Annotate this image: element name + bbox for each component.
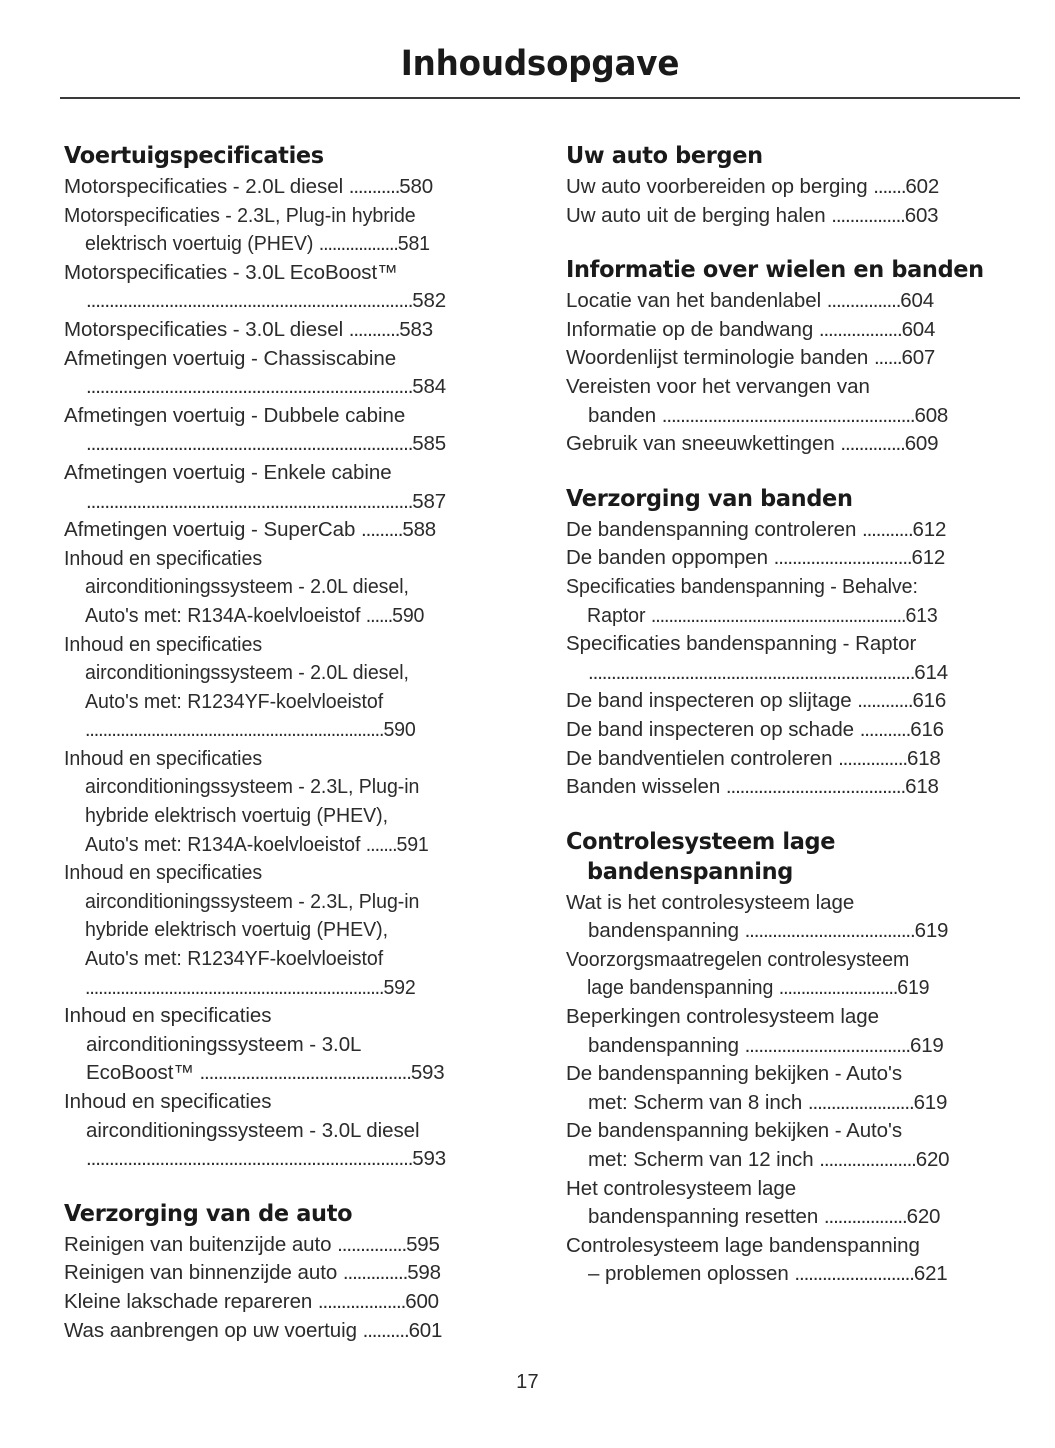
toc-section xyxy=(64,1198,525,1345)
toc-page-number: 613 xyxy=(905,603,938,627)
toc-entry-title: Afmetingen voertuig - SuperCab xyxy=(64,518,362,542)
toc-page-number: 616 xyxy=(912,689,947,713)
toc-entry-title: Afmetingen voertuig - Dubbele cabine xyxy=(64,403,406,427)
toc-page-number: 619 xyxy=(913,1090,948,1114)
toc-entry[interactable] xyxy=(64,459,525,516)
page-footer xyxy=(0,1371,1055,1394)
toc-page-number: 608 xyxy=(914,403,949,427)
toc-page-number: 612 xyxy=(912,517,947,541)
toc-entry-title: Woordenlijst terminologie banden xyxy=(566,346,874,370)
toc-entry[interactable] xyxy=(64,545,504,631)
toc-entry-title: Reinigen van binnenzijde auto xyxy=(64,1261,343,1285)
toc-entry-title: De band inspecteren op slijtage xyxy=(566,689,858,713)
toc-leader-dots: ....... xyxy=(365,832,397,856)
toc-entry-title: Wat is het controlesysteem lage bandenspanning xyxy=(566,890,855,943)
toc-entry[interactable] xyxy=(566,1003,1027,1060)
toc-page-number: 620 xyxy=(915,1148,950,1172)
toc-entry[interactable] xyxy=(566,889,1027,946)
toc-entry-title: Gebruik van sneeuwkettingen xyxy=(566,432,841,456)
toc-page-number: 593 xyxy=(412,1147,446,1171)
toc-leader-dots: ................ xyxy=(826,289,901,313)
toc-entry[interactable] xyxy=(566,316,1027,345)
toc-entry[interactable] xyxy=(566,1060,1027,1117)
toc-page-number: 618 xyxy=(905,775,939,799)
toc-entry[interactable] xyxy=(64,1288,525,1317)
toc-page-number: 588 xyxy=(402,518,436,542)
toc-page-number: 602 xyxy=(905,175,940,198)
toc-leader-dots: .............. xyxy=(840,432,905,456)
toc-entry[interactable] xyxy=(566,716,1027,745)
toc-entry[interactable] xyxy=(64,1317,525,1346)
toc-entry-title: Motorspecificaties - 2.3L, Plug-in hybride elektrisch voertuig (PHEV) xyxy=(64,203,416,256)
toc-entry-title: De bandenspanning bekijken - Auto's met: Scherm van 8 inch xyxy=(566,1062,903,1114)
toc-leader-dots: ..................................... xyxy=(744,919,915,943)
toc-leader-dots: ....... xyxy=(873,175,906,198)
toc-section-heading: Verzorging van de auto xyxy=(64,1198,353,1227)
toc-section-heading: Uw auto bergen xyxy=(566,141,763,169)
toc-page-number: 619 xyxy=(914,919,949,943)
toc-page-number: 595 xyxy=(406,1232,440,1256)
toc-leader-dots: ........................... xyxy=(778,976,898,1000)
toc-page-number: 587 xyxy=(412,489,446,513)
toc-entry-title: Motorspecificaties - 2.0L diesel xyxy=(64,175,349,198)
toc-leader-dots: ........... xyxy=(859,717,911,741)
toc-page-number: 600 xyxy=(405,1289,439,1313)
toc-leader-dots: ........... xyxy=(348,317,400,341)
toc-page-number: 604 xyxy=(901,317,936,341)
toc-section xyxy=(566,483,1027,802)
toc-entry-title: Specificaties bandenspanning - Behalve: Raptor xyxy=(566,574,918,627)
toc-entry[interactable] xyxy=(64,1231,525,1260)
page-title: Inhoudsopgave xyxy=(400,44,680,84)
toc-leader-dots: .................. xyxy=(318,232,398,256)
toc-page-number: 598 xyxy=(407,1261,441,1285)
toc-leader-dots: .......................... xyxy=(794,1262,914,1286)
toc-leader-dots: ....................... xyxy=(807,1090,914,1114)
toc-leader-dots: .................. xyxy=(818,317,902,341)
toc-page-number: 581 xyxy=(397,232,430,256)
toc-column-left xyxy=(64,140,525,1345)
toc-column-right xyxy=(566,140,1027,1289)
toc-page-number: 621 xyxy=(913,1262,948,1286)
toc-entry[interactable] xyxy=(566,573,1006,630)
toc-section-heading: Informatie over wielen en banden xyxy=(566,255,984,284)
toc-entry[interactable] xyxy=(566,1175,1027,1232)
toc-entry[interactable] xyxy=(566,344,1027,373)
toc-leader-dots: ................ xyxy=(831,203,905,227)
toc-entry[interactable] xyxy=(64,516,525,545)
toc-entry[interactable] xyxy=(64,1002,525,1088)
toc-entry-title: Specificaties bandenspanning - Raptor xyxy=(566,632,917,656)
toc-entry-title: De bandventielen controleren xyxy=(566,746,839,770)
toc-entry-title: Het controlesysteem lage bandenspanning resetten xyxy=(566,1176,824,1229)
toc-entry[interactable] xyxy=(566,544,1027,573)
toc-section-heading: Controlesysteem lage bandenspanning xyxy=(566,826,836,885)
toc-entry[interactable] xyxy=(64,402,525,459)
toc-leader-dots: ................... xyxy=(317,1289,406,1313)
toc-entry[interactable] xyxy=(566,1232,1027,1289)
toc-entry[interactable] xyxy=(64,173,525,202)
toc-entry-title: Beperkingen controlesysteem lage bandenspanning xyxy=(566,1005,879,1057)
toc-entry[interactable] xyxy=(566,630,1027,687)
toc-page-number: 619 xyxy=(910,1033,944,1057)
toc-page-number: 584 xyxy=(412,375,446,399)
toc-entry-title: Reinigen van buitenzijde auto xyxy=(64,1232,338,1256)
toc-entry-title: Voorzorgsmaatregelen controlesysteem lage bandenspanning xyxy=(566,947,910,1000)
toc-leader-dots: ..................... xyxy=(819,1148,916,1172)
toc-entry-title: Afmetingen voertuig - Enkele cabine xyxy=(64,460,392,484)
toc-entry-title: De band inspecteren op schade xyxy=(566,717,860,741)
toc-page-number: 616 xyxy=(910,717,944,741)
toc-entry-title: Kleine lakschade repareren xyxy=(64,1289,318,1313)
toc-page-number: 609 xyxy=(904,432,939,456)
toc-page-number: 592 xyxy=(383,975,416,999)
toc-leader-dots: ....................................... xyxy=(725,775,906,799)
toc-entry[interactable] xyxy=(64,745,504,859)
toc-entry-title: Motorspecificaties - 3.0L EcoBoost™ xyxy=(64,260,398,284)
toc-section-heading: Verzorging van banden xyxy=(566,483,853,512)
toc-page-number: 590 xyxy=(383,718,416,742)
toc-entry[interactable] xyxy=(566,946,1006,1003)
toc-entry-title: Afmetingen voertuig - Chassiscabine xyxy=(64,346,397,370)
toc-page-number: 618 xyxy=(907,746,941,770)
toc-entry-title: De bandenspanning bekijken - Auto's met: Scherm van 12 inch xyxy=(566,1119,903,1172)
toc-page-number: 593 xyxy=(410,1061,445,1085)
toc-page-number: 585 xyxy=(412,432,446,456)
toc-entry-title: Inhoud en specificaties airconditioningssysteem - 2.3L, Plug-in hybride elektrisch voertuig (PHEV), Auto's met: R1234YF-koelvloeistof xyxy=(64,861,420,971)
toc-entry[interactable] xyxy=(64,202,504,259)
folio-number: 17 xyxy=(516,1371,539,1393)
toc-entry[interactable] xyxy=(566,287,1027,316)
toc-entry[interactable] xyxy=(64,345,525,402)
toc-entry[interactable] xyxy=(566,202,1027,231)
toc-entry-title: Vereisten voor het vervangen van banden xyxy=(566,374,870,427)
toc-entry[interactable] xyxy=(64,631,504,745)
toc-leader-dots: ........... xyxy=(348,175,400,198)
toc-leader-dots: .................. xyxy=(823,1205,907,1229)
toc-leader-dots: .............. xyxy=(342,1261,408,1285)
toc-section xyxy=(566,140,1027,230)
toc-entry-title: Inhoud en specificaties airconditioningssysteem - 2.0L diesel, Auto's met: R134A-koelvloeistof xyxy=(64,546,409,627)
toc-entry[interactable] xyxy=(566,745,1027,774)
page-header xyxy=(60,42,1020,86)
toc-entry-title: De bandenspanning controleren xyxy=(566,517,862,541)
toc-leader-dots: ......... xyxy=(361,518,403,542)
toc-leader-dots: ....................................................................... xyxy=(588,660,915,684)
toc-entry[interactable] xyxy=(64,1088,525,1174)
toc-page-number: 603 xyxy=(904,203,939,227)
toc-leader-dots: ........... xyxy=(861,517,913,541)
toc-entry[interactable] xyxy=(64,1259,525,1288)
toc-entry-title: Uw auto voorbereiden op berging xyxy=(566,175,874,198)
toc-page-number: 607 xyxy=(901,346,936,370)
toc-entry[interactable] xyxy=(566,516,1027,545)
toc-leader-dots: ............ xyxy=(857,689,913,713)
header-divider xyxy=(60,97,1020,99)
toc-page-number: 620 xyxy=(906,1205,941,1229)
toc-entry[interactable] xyxy=(566,1117,1027,1174)
toc-entry[interactable] xyxy=(566,430,1027,459)
toc-page-number: 580 xyxy=(399,175,433,198)
toc-page-number: 591 xyxy=(396,832,429,856)
toc-leader-dots: .............................................. xyxy=(199,1061,411,1085)
toc-leader-dots: .......... xyxy=(362,1318,409,1342)
toc-entry[interactable] xyxy=(64,316,525,345)
toc-leader-dots: .................................... xyxy=(744,1033,911,1057)
toc-entry[interactable] xyxy=(566,773,1027,802)
toc-entry-title: Inhoud en specificaties airconditioningssysteem - 3.0L diesel xyxy=(64,1090,420,1142)
toc-leader-dots: .............................. xyxy=(773,546,912,570)
toc-page-number: 619 xyxy=(897,976,930,1000)
toc-page-number: 601 xyxy=(408,1318,443,1342)
toc-entry-title: Controlesysteem lage bandenspanning – problemen oplossen xyxy=(566,1233,920,1286)
toc-entry-title: Locatie van het bandenlabel xyxy=(566,289,827,313)
toc-section xyxy=(64,140,525,1174)
toc-leader-dots: .................................................................... xyxy=(85,718,384,742)
toc-entry-title: Banden wisselen xyxy=(566,775,726,799)
toc-entry-title: Was aanbrengen op uw voertuig xyxy=(64,1318,363,1342)
toc-entry-title: Motorspecificaties - 3.0L diesel xyxy=(64,317,349,341)
toc-page-number: 614 xyxy=(914,660,948,684)
toc-entry-title: Uw auto uit de berging halen xyxy=(566,203,832,227)
toc-section xyxy=(566,254,1027,459)
toc-entry[interactable] xyxy=(64,859,504,1002)
toc-entry[interactable] xyxy=(566,173,1027,202)
toc-entry[interactable] xyxy=(566,373,1027,430)
toc-leader-dots: ....................................................................... xyxy=(86,1147,413,1171)
toc-leader-dots: .......................................................... xyxy=(650,603,906,627)
toc-entry-title: Inhoud en specificaties airconditioningssysteem - 2.3L, Plug-in hybride elektrisch voertuig (PHEV), Auto's met: R134A-koelvloeistof xyxy=(64,746,420,856)
toc-page-number: 583 xyxy=(399,317,433,341)
toc-section-heading: Voertuigspecificaties xyxy=(64,141,324,169)
toc-leader-dots: ....................................................................... xyxy=(86,489,413,513)
toc-entry-title: Inhoud en specificaties airconditioningssysteem - 2.0L diesel, Auto's met: R1234YF-koelvloeistof xyxy=(64,632,409,713)
toc-leader-dots: .................................................................... xyxy=(85,975,384,999)
toc-leader-dots: ...... xyxy=(873,346,902,370)
toc-leader-dots: ....................................................................... xyxy=(86,289,413,313)
toc-leader-dots: ....................................................... xyxy=(661,403,915,427)
toc-leader-dots: ....................................................................... xyxy=(86,432,413,456)
toc-leader-dots: ...... xyxy=(365,603,393,627)
toc-page-number: 612 xyxy=(911,546,946,570)
toc-page-number: 604 xyxy=(900,289,934,313)
toc-page-number: 582 xyxy=(412,289,446,313)
toc-section xyxy=(566,826,1027,1289)
toc-entry-title: De banden oppompen xyxy=(566,546,774,570)
toc-entry[interactable] xyxy=(64,259,525,316)
toc-entry-title: Inhoud en specificaties airconditioningssysteem - 3.0L EcoBoost™ xyxy=(64,1004,362,1085)
toc-entry[interactable] xyxy=(566,687,1027,716)
toc-leader-dots: ............... xyxy=(838,746,908,770)
toc-page-number: 590 xyxy=(392,603,425,627)
toc-leader-dots: ....................................................................... xyxy=(86,375,413,399)
toc-leader-dots: ............... xyxy=(337,1232,407,1256)
toc-entry-title: Informatie op de bandwang xyxy=(566,317,819,341)
